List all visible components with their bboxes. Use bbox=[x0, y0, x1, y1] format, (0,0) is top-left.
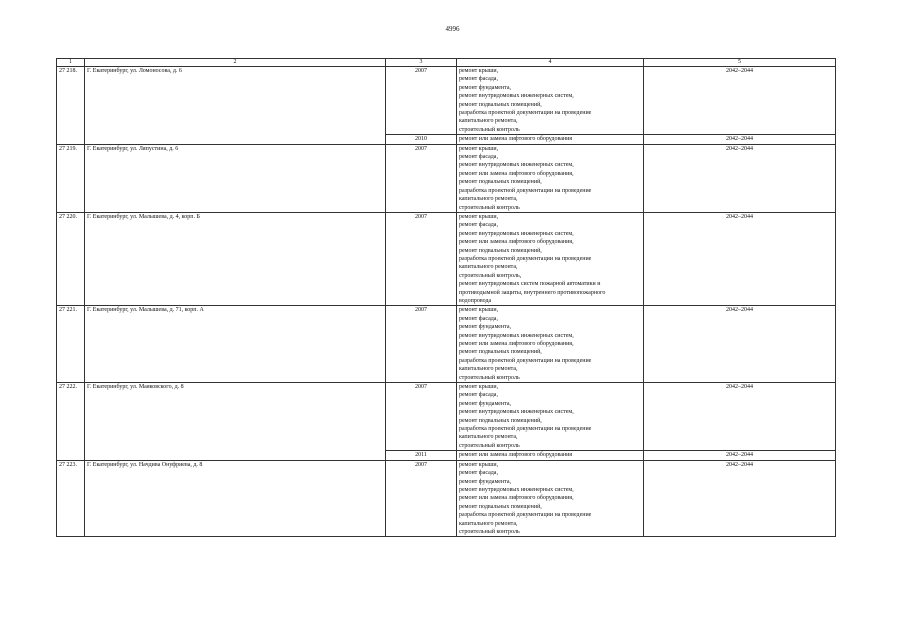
repair-works bbox=[457, 135, 644, 144]
row-number: 27 219. bbox=[57, 144, 85, 212]
repair-work-item: разработка проектной документации на проведение bbox=[459, 426, 592, 433]
repair-work-item: ремонт подвальных помещений, bbox=[459, 417, 542, 424]
repair-work-item: ремонт подвальных помещений, bbox=[459, 503, 542, 510]
building-address: Г. Екатеринбург, ул. Ляпустина, д. 6 bbox=[85, 144, 386, 212]
repair-work-item: ремонт фасада, bbox=[459, 470, 498, 477]
repair-work-item: ремонт подвальных помещений, bbox=[459, 101, 542, 108]
repair-work-item: ремонт внутридомовых инженерных систем, bbox=[459, 332, 574, 339]
repair-work-item: ремонт фундамента, bbox=[459, 400, 511, 407]
repair-works bbox=[457, 451, 644, 460]
repair-work-item: ремонт крыши, bbox=[459, 213, 499, 220]
column-number-row bbox=[57, 59, 836, 67]
repair-works bbox=[457, 144, 644, 212]
building-address: Г. Екатеринбург, ул. Маяковского, д. 8 bbox=[85, 383, 386, 461]
repair-work-item: ремонт крыши, bbox=[459, 68, 499, 74]
building-address: Г. Екатеринбург, ул. Ломоносова, д. 6 bbox=[85, 67, 386, 145]
commissioning-year: 2007 bbox=[386, 67, 457, 135]
repair-work-item: ремонт внутридомовых инженерных систем, bbox=[459, 486, 574, 493]
repair-work-item: ремонт фасада, bbox=[459, 315, 498, 322]
repair-work-item: ремонт внутридомовых систем пожарной автоматики и bbox=[459, 281, 601, 288]
planned-period: 2042–2044 bbox=[644, 451, 836, 460]
row-number: 27 220. bbox=[57, 212, 85, 305]
commissioning-year: 2010 bbox=[386, 135, 457, 144]
repair-works bbox=[457, 67, 644, 135]
repair-work-item: строительный контроль bbox=[459, 442, 520, 449]
planned-period: 2042–2044 bbox=[644, 212, 836, 305]
repair-work-item: строительный контроль bbox=[459, 528, 520, 535]
table-row bbox=[57, 144, 836, 212]
repair-work-item: ремонт внутридомовых инженерных систем, bbox=[459, 162, 574, 169]
row-number: 27 218. bbox=[57, 67, 85, 145]
table-body bbox=[57, 67, 836, 537]
repair-work-item: противодымной защиты, внутреннего противопожарного bbox=[459, 289, 606, 296]
repair-work-item: ремонт крыши, bbox=[459, 461, 499, 468]
repair-work-item: ремонт крыши, bbox=[459, 307, 499, 314]
column-header-1: 1 bbox=[57, 59, 85, 67]
repair-work-item: ремонт крыши, bbox=[459, 384, 499, 391]
row-number: 27 223. bbox=[57, 460, 85, 537]
table-row bbox=[57, 67, 836, 135]
repair-work-item: ремонт или замена лифтового оборудования, bbox=[459, 239, 574, 246]
repair-work-item: ремонт фундамента, bbox=[459, 324, 511, 331]
repair-work-item: строительный контроль bbox=[459, 204, 520, 211]
repair-work-item: разработка проектной документации на проведение bbox=[459, 187, 592, 194]
column-header-3: 3 bbox=[386, 59, 457, 67]
repair-work-item: ремонт внутридомовых инженерных систем, bbox=[459, 230, 574, 237]
row-number: 27 221. bbox=[57, 306, 85, 383]
commissioning-year: 2007 bbox=[386, 383, 457, 451]
repair-work-item: капитального ремонта, bbox=[459, 434, 518, 441]
building-address: Г. Екатеринбург, ул. Малышева, д. 4, корп. Б bbox=[85, 212, 386, 305]
repair-work-item: ремонт или замена лифтового оборудования, bbox=[459, 341, 574, 347]
commissioning-year: 2007 bbox=[386, 460, 457, 537]
repair-work-item: ремонт или замена лифтового оборудования bbox=[459, 136, 573, 143]
repair-work-item: строительный контроль bbox=[459, 374, 520, 381]
repair-work-item: ремонт внутридомовых инженерных систем, bbox=[459, 409, 574, 416]
repair-work-item: строительный контроль, bbox=[459, 272, 522, 279]
row-number: 27 222. bbox=[57, 383, 85, 461]
table-row bbox=[57, 460, 836, 537]
building-address: Г. Екатеринбург, ул. Малышева, д. 71, корп. А bbox=[85, 306, 386, 383]
repair-work-item: ремонт фундамента, bbox=[459, 478, 511, 485]
repair-work-item: ремонт крыши, bbox=[459, 145, 499, 152]
capital-repair-table bbox=[56, 58, 836, 537]
planned-period: 2042–2044 bbox=[644, 460, 836, 537]
repair-work-item: ремонт фасада, bbox=[459, 76, 498, 83]
repair-works bbox=[457, 212, 644, 305]
repair-work-item: ремонт внутридомовых инженерных систем, bbox=[459, 93, 574, 100]
repair-work-item: капитального ремонта, bbox=[459, 366, 518, 373]
repair-work-item: водопровода bbox=[459, 297, 492, 304]
commissioning-year: 2007 bbox=[386, 306, 457, 383]
column-header-4: 4 bbox=[457, 59, 644, 67]
repair-work-item: ремонт фасада, bbox=[459, 154, 498, 161]
repair-work-item: ремонт фасада, bbox=[459, 392, 498, 399]
repair-work-item: разработка проектной документации на проведение bbox=[459, 512, 592, 519]
commissioning-year: 2011 bbox=[386, 451, 457, 460]
repair-work-item: разработка проектной документации на проведение bbox=[459, 357, 592, 364]
repair-work-item: ремонт фасада, bbox=[459, 222, 498, 229]
table-row bbox=[57, 306, 836, 383]
column-header-5: 5 bbox=[644, 59, 836, 67]
planned-period: 2042–2044 bbox=[644, 135, 836, 144]
repair-work-item: разработка проектной документации на проведение bbox=[459, 110, 592, 117]
planned-period: 2042–2044 bbox=[644, 306, 836, 383]
building-address: Г. Екатеринбург, ул. Начдива Онуфриева, д. 8 bbox=[85, 460, 386, 537]
repair-works bbox=[457, 383, 644, 451]
repair-work-item: капитального ремонта, bbox=[459, 196, 518, 203]
page-number: 4996 bbox=[445, 25, 460, 33]
table-row bbox=[57, 383, 836, 451]
repair-work-item: ремонт фундамента, bbox=[459, 84, 511, 91]
repair-work-item: ремонт подвальных помещений, bbox=[459, 349, 542, 356]
planned-period: 2042–2044 bbox=[644, 383, 836, 451]
repair-work-item: ремонт или замена лифтового оборудования, bbox=[459, 495, 574, 502]
column-header-2: 2 bbox=[85, 59, 386, 67]
repair-works bbox=[457, 306, 644, 383]
repair-work-item: ремонт или замена лифтового оборудования bbox=[459, 452, 573, 459]
repair-work-item: строительный контроль bbox=[459, 126, 520, 133]
repair-work-item: ремонт подвальных помещений, bbox=[459, 247, 542, 254]
commissioning-year: 2007 bbox=[386, 212, 457, 305]
table-row bbox=[57, 212, 836, 305]
planned-period: 2042–2044 bbox=[644, 67, 836, 135]
repair-work-item: капитального ремонта, bbox=[459, 118, 518, 125]
repair-works bbox=[457, 460, 644, 537]
planned-period: 2042–2044 bbox=[644, 144, 836, 212]
repair-work-item: капитального ремонта, bbox=[459, 264, 518, 271]
repair-work-item: капитального ремонта, bbox=[459, 520, 518, 527]
repair-work-item: ремонт или замена лифтового оборудования, bbox=[459, 170, 574, 177]
commissioning-year: 2007 bbox=[386, 144, 457, 212]
repair-work-item: разработка проектной документации на проведение bbox=[459, 255, 592, 262]
repair-work-item: ремонт подвальных помещений, bbox=[459, 179, 542, 186]
